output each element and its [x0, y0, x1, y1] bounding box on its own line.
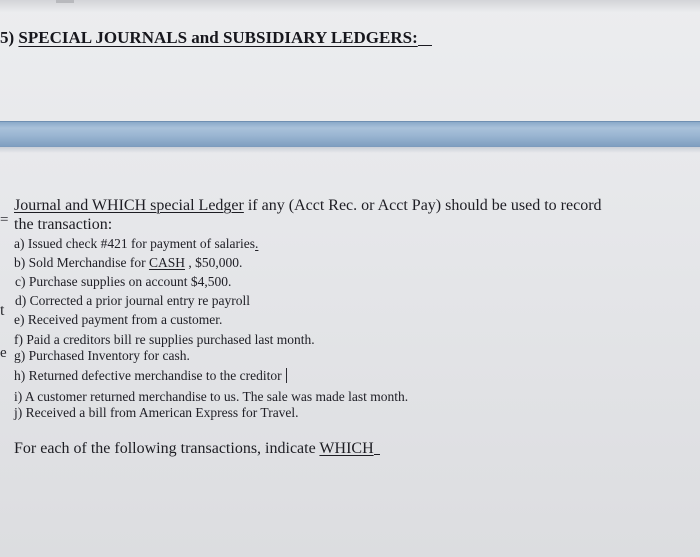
instruction-line2: the transaction: [14, 216, 113, 233]
footer-text: For each of the following transactions, indicate [14, 440, 320, 457]
item-text: b) Sold Merchandise for [14, 255, 149, 270]
list-item [14, 332, 315, 348]
instruction-text: if any (Acct Rec. or Acct Pay) should be used to record [243, 197, 602, 214]
list-item [15, 274, 231, 290]
item-text: c) Purchase supplies on account $4,500. [15, 274, 232, 289]
item-text: f) Paid a creditors bill re supplies purchased last month. [14, 332, 315, 347]
list-item [14, 405, 299, 421]
item-text: h) Returned defective merchandise to the creditor [14, 368, 282, 383]
margin-mark: e [0, 345, 7, 361]
text-cursor [286, 368, 287, 383]
list-item [15, 293, 250, 309]
footer-underline-tail [374, 453, 380, 455]
item-rest: , $50,000. [184, 255, 243, 270]
item-text: e) Received payment from a customer. [14, 312, 223, 327]
item-underline: CASH [148, 255, 185, 270]
instruction-underlined: Journal and WHICH special Ledger [14, 197, 244, 214]
item-text: d) Corrected a prior journal entry re payroll [15, 293, 251, 308]
binder-mark [56, 0, 74, 3]
heading-underline-tail [418, 44, 432, 46]
page-top-edge [0, 0, 700, 12]
list-item [14, 312, 222, 328]
blue-divider-band [0, 121, 700, 147]
list-item [14, 255, 242, 271]
section-heading [0, 28, 432, 48]
item-text: a) Issued check #421 for payment of salaries [14, 236, 256, 251]
item-underline: . [255, 236, 259, 251]
item-text: g) Purchased Inventory for cash. [14, 348, 190, 363]
item-text: j) Received a bill from American Express for Travel. [14, 405, 299, 420]
margin-mark: t [0, 302, 5, 319]
footer-paragraph [14, 440, 380, 458]
heading-title: SPECIAL JOURNALS and SUBSIDIARY LEDGERS: [18, 28, 418, 47]
list-item [14, 348, 190, 364]
band-shadow [0, 147, 700, 153]
item-text: i) A customer returned merchandise to us. The sale was made last month. [14, 389, 409, 404]
footer-underlined: WHICH [319, 440, 374, 457]
list-item [14, 389, 408, 405]
list-item [14, 236, 258, 252]
instruction-paragraph [14, 196, 602, 234]
list-item [14, 368, 287, 384]
heading-number: 5) [0, 28, 15, 47]
margin-mark: = [0, 212, 9, 228]
